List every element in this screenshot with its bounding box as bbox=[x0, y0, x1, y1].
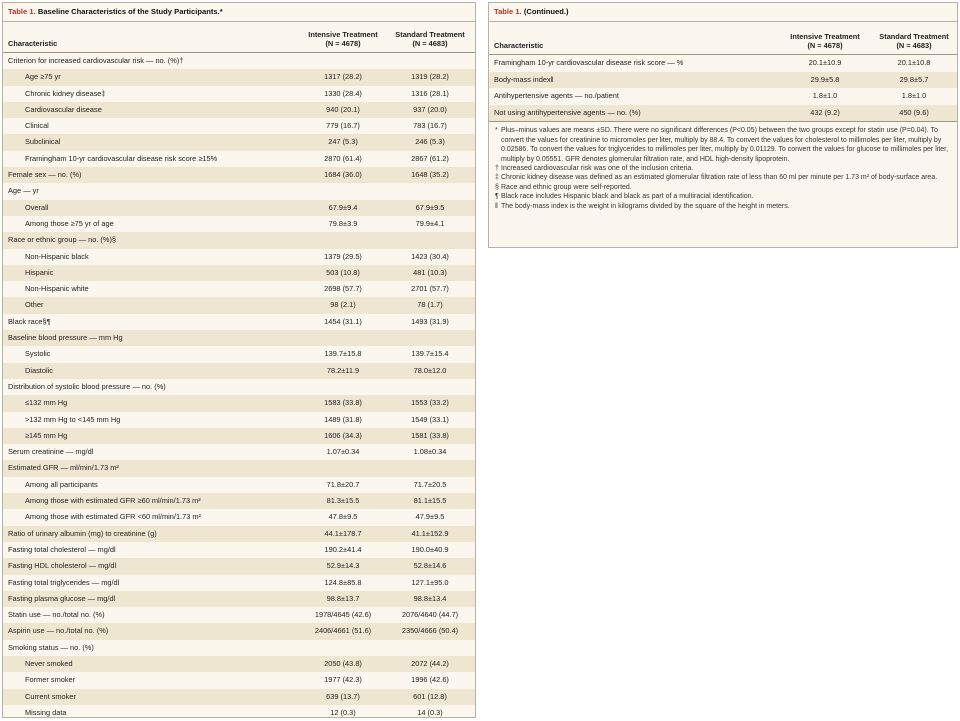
row-standard-value: 20.1±10.8 bbox=[897, 58, 931, 67]
row-label: Clinical bbox=[25, 121, 49, 131]
row-label: Aspirin use — no./total no. (%) bbox=[8, 626, 109, 636]
row-intensive-value: 190.2±41.4 bbox=[324, 544, 362, 554]
row-label: Estimated GFR — ml/min/1.73 m² bbox=[8, 463, 119, 473]
row-intensive-value: 1454 (31.1) bbox=[324, 316, 362, 326]
row-standard-value: 71.7±20.5 bbox=[413, 479, 447, 489]
table-row bbox=[3, 623, 475, 639]
table-row bbox=[3, 53, 475, 69]
table-row bbox=[3, 428, 475, 444]
footnote bbox=[495, 202, 951, 211]
header-standard-title: Standard Treatment bbox=[395, 30, 465, 39]
table-row bbox=[3, 167, 475, 183]
row-intensive-value: 78.2±11.9 bbox=[326, 365, 360, 375]
footnote-text: Increased cardiovascular risk was one of the inclusion criteria. bbox=[501, 165, 694, 172]
table-row bbox=[3, 118, 475, 134]
row-standard-value: 246 (5.3) bbox=[415, 137, 445, 147]
table-row bbox=[3, 200, 475, 216]
row-label: Black race§¶ bbox=[8, 316, 51, 326]
row-label: Among those ≥75 yr of age bbox=[25, 218, 114, 228]
table-row bbox=[3, 689, 475, 705]
table-row bbox=[3, 330, 475, 346]
row-intensive-value: 1.8±1.0 bbox=[812, 91, 838, 101]
row-intensive-value: 71.8±20.7 bbox=[326, 479, 360, 489]
row-label: Framingham 10-yr cardiovascular disease risk score ≥15% bbox=[25, 153, 218, 163]
row-label: >132 mm Hg to <145 mm Hg bbox=[25, 414, 121, 424]
row-standard-value: 190.0±40.9 bbox=[411, 544, 449, 554]
row-label: Current smoker bbox=[25, 691, 76, 701]
row-standard-value: 2350/4666 (50.4) bbox=[401, 626, 459, 636]
row-label: Statin use — no./total no. (%) bbox=[8, 610, 105, 620]
row-standard-value: 78.0±12.0 bbox=[413, 365, 447, 375]
row-intensive-value: 1684 (36.0) bbox=[324, 170, 362, 180]
row-intensive-value: 2406/4661 (51.6) bbox=[314, 626, 372, 636]
row-standard-value: 601 (12.8) bbox=[413, 691, 447, 701]
table-row bbox=[3, 705, 475, 721]
footnote-text: Black race includes Hispanic black and black as part of a multiracial identification. bbox=[501, 193, 754, 201]
row-intensive-value: 1977 (42.3) bbox=[324, 675, 362, 685]
header-characteristic: Characteristic bbox=[494, 41, 544, 50]
row-label: Distribution of systolic blood pressure — no. (%) bbox=[8, 381, 166, 391]
row-standard-value: 139.7±15.4 bbox=[411, 349, 449, 359]
row-label: Body-mass index‖ bbox=[494, 74, 554, 84]
footnote-symbol: ‡ bbox=[495, 174, 499, 182]
row-standard-value: 127.1±95.0 bbox=[411, 577, 449, 587]
row-label: Systolic bbox=[25, 349, 51, 359]
row-intensive-value: 1330 (28.4) bbox=[324, 88, 362, 98]
table-body bbox=[489, 55, 957, 122]
row-label: Not using antihypertensive agents — no. (%) bbox=[494, 107, 641, 117]
row-intensive-value: 12 (0.3) bbox=[330, 707, 356, 717]
table-row bbox=[3, 297, 475, 313]
header-intensive bbox=[297, 30, 389, 48]
header-standard-n: (N = 4683) bbox=[412, 39, 448, 48]
header-intensive-title: Intensive Treatment bbox=[308, 30, 378, 39]
table-row bbox=[489, 55, 957, 72]
row-intensive-value: 2050 (43.8) bbox=[324, 658, 362, 668]
row-standard-value: 52.8±14.6 bbox=[413, 561, 447, 571]
row-intensive-value: 779 (16.7) bbox=[326, 121, 360, 131]
table-row bbox=[489, 88, 957, 105]
footnote-symbol: † bbox=[495, 165, 499, 172]
row-label: Overall bbox=[25, 202, 49, 212]
row-label: Cardiovascular disease bbox=[25, 104, 102, 114]
table-number: Table 1. bbox=[8, 7, 36, 16]
table-caption: (Continued.) bbox=[521, 7, 569, 16]
row-standard-value: 2076/4640 (44.7) bbox=[401, 610, 459, 620]
row-standard-value: 47.9±9.5 bbox=[415, 512, 445, 522]
row-standard-value: 1319 (28.2) bbox=[411, 72, 449, 82]
row-standard-value: 29.8±5.7 bbox=[899, 74, 929, 84]
row-standard-value: 1996 (42.6) bbox=[411, 675, 449, 685]
table-row bbox=[3, 607, 475, 623]
row-label: Hispanic bbox=[25, 267, 54, 277]
row-intensive-value: 67.9±9.4 bbox=[328, 202, 358, 212]
header-intensive bbox=[777, 32, 873, 50]
row-label: Smoking status — no. (%) bbox=[8, 642, 94, 652]
table-row bbox=[3, 656, 475, 672]
row-intensive-value: 79.8±3.9 bbox=[328, 218, 358, 228]
row-label: Baseline blood pressure — mm Hg bbox=[8, 333, 123, 343]
footnote bbox=[495, 126, 951, 164]
table-header bbox=[489, 22, 957, 55]
table-row bbox=[489, 72, 957, 89]
table-title bbox=[489, 3, 957, 22]
row-standard-value: 1316 (28.1) bbox=[411, 88, 449, 98]
row-label: Criterion for increased cardiovascular risk — no. (%)† bbox=[8, 56, 184, 65]
footnote-symbol: § bbox=[495, 183, 499, 191]
table-caption: Baseline Characteristics of the Study Participants.* bbox=[35, 7, 223, 16]
row-label: Ratio of urinary albumin (mg) to creatinine (g) bbox=[8, 528, 157, 538]
table-row bbox=[3, 86, 475, 102]
header-standard-n: (N = 4683) bbox=[896, 41, 932, 50]
row-intensive-value: 2698 (57.7) bbox=[324, 284, 362, 294]
table-row bbox=[3, 509, 475, 525]
footnote bbox=[495, 192, 951, 201]
row-standard-value: 98.8±13.4 bbox=[413, 593, 447, 603]
row-standard-value: 2072 (44.2) bbox=[411, 658, 449, 668]
row-intensive-value: 1.07±0.34 bbox=[326, 447, 360, 457]
row-intensive-value: 639 (13.7) bbox=[326, 691, 360, 701]
header-standard bbox=[387, 30, 473, 48]
table-row bbox=[3, 379, 475, 395]
row-intensive-value: 81.3±15.5 bbox=[326, 496, 360, 506]
table-row bbox=[3, 412, 475, 428]
table-row bbox=[3, 526, 475, 542]
row-standard-value: 1.08±0.34 bbox=[413, 447, 447, 457]
table-row bbox=[3, 134, 475, 150]
footnote-text: Race and ethnic group were self-reported. bbox=[501, 183, 632, 191]
row-standard-value: 450 (9.6) bbox=[899, 107, 929, 117]
continued-table-panel bbox=[488, 2, 958, 248]
row-intensive-value: 44.1±178.7 bbox=[324, 528, 362, 538]
table-row bbox=[3, 314, 475, 330]
table-row bbox=[3, 477, 475, 493]
table-row bbox=[3, 102, 475, 118]
row-standard-value: 2701 (57.7) bbox=[411, 284, 449, 294]
footnote-text: Plus–minus values are means ±SD. There were no significant differences (P<0.05) between the two groups except for statin use (P=0.04). To convert the values for creatinine to micromoles per liter, multiply by 88.4. To convert the values for cholesterol to millimoles per liter, multiply by 0.02586. To convert the values for triglycerides to millimoles per liter, multiply by 0.01129. To convert the values for glucose to millimoles per liter, multiply by 0.05551. GFR denotes glomerular filtration rate, and HDL high-density lipoprotein. bbox=[501, 127, 949, 163]
row-intensive-value: 503 (10.8) bbox=[326, 267, 360, 277]
row-label: Fasting plasma glucose — mg/dl bbox=[8, 593, 116, 603]
row-intensive-value: 1606 (34.3) bbox=[324, 430, 362, 440]
table-row bbox=[3, 183, 475, 199]
table-row bbox=[3, 281, 475, 297]
table-row bbox=[3, 640, 475, 656]
table-row bbox=[3, 363, 475, 379]
row-label: Never smoked bbox=[25, 658, 73, 668]
footnote bbox=[495, 173, 951, 182]
table-body bbox=[3, 53, 475, 721]
row-label: Non-Hispanic white bbox=[25, 284, 89, 294]
row-standard-value: 1493 (31.9) bbox=[411, 316, 449, 326]
table-row bbox=[3, 232, 475, 248]
row-standard-value: 481 (10.3) bbox=[413, 267, 447, 277]
row-intensive-value: 29.9±5.8 bbox=[810, 74, 840, 84]
row-standard-value: 783 (16.7) bbox=[413, 121, 447, 131]
row-intensive-value: 98 (2.1) bbox=[330, 300, 356, 310]
row-standard-value: 937 (20.0) bbox=[413, 104, 447, 114]
row-intensive-value: 1583 (33.8) bbox=[324, 398, 362, 408]
row-label: Non-Hispanic black bbox=[25, 251, 89, 261]
row-label: Fasting HDL cholesterol — mg/dl bbox=[8, 561, 117, 571]
row-intensive-value: 247 (5.3) bbox=[328, 137, 358, 147]
table-row bbox=[3, 460, 475, 476]
row-standard-value: 1549 (33.1) bbox=[411, 414, 449, 424]
table-header bbox=[3, 22, 475, 53]
table-title bbox=[3, 3, 475, 22]
table-row bbox=[3, 265, 475, 281]
row-label: Former smoker bbox=[25, 675, 76, 685]
row-standard-value: 14 (0.3) bbox=[417, 707, 443, 717]
table-row bbox=[3, 216, 475, 232]
row-standard-value: 2867 (61.2) bbox=[411, 153, 449, 163]
row-intensive-value: 139.7±15.8 bbox=[324, 349, 362, 359]
footnotes bbox=[489, 122, 957, 211]
row-intensive-value: 47.8±9.5 bbox=[328, 512, 358, 522]
row-label: Framingham 10-yr cardiovascular disease risk score — % bbox=[494, 58, 684, 67]
footnote-symbol: * bbox=[495, 127, 498, 135]
row-label: Age — yr bbox=[8, 186, 39, 196]
table-row bbox=[489, 105, 957, 122]
table-row bbox=[3, 151, 475, 167]
row-intensive-value: 940 (20.1) bbox=[326, 104, 360, 114]
footnote bbox=[495, 164, 951, 173]
baseline-table-panel bbox=[2, 2, 476, 718]
row-label: Fasting total cholesterol — mg/dl bbox=[8, 544, 116, 554]
row-label: Age ≥75 yr bbox=[25, 72, 61, 82]
row-label: ≥145 mm Hg bbox=[25, 430, 68, 440]
row-label: Subclinical bbox=[25, 137, 61, 147]
table-row bbox=[3, 249, 475, 265]
row-standard-value: 1648 (35.2) bbox=[411, 170, 449, 180]
table-row bbox=[3, 444, 475, 460]
footnote bbox=[495, 183, 951, 192]
row-intensive-value: 20.1±10.9 bbox=[808, 58, 842, 67]
footnote-symbol: ¶ bbox=[495, 193, 499, 201]
row-intensive-value: 1489 (31.8) bbox=[324, 414, 362, 424]
table-row bbox=[3, 558, 475, 574]
row-standard-value: 1553 (33.2) bbox=[411, 398, 449, 408]
row-label: Missing data bbox=[25, 707, 67, 717]
row-standard-value: 1423 (30.4) bbox=[411, 251, 449, 261]
row-intensive-value: 1978/4645 (42.6) bbox=[314, 610, 372, 620]
row-intensive-value: 52.9±14.3 bbox=[326, 561, 360, 571]
table-row bbox=[3, 346, 475, 362]
table-row bbox=[3, 493, 475, 509]
row-label: Among those with estimated GFR ≥60 ml/min/1.73 m² bbox=[25, 496, 201, 506]
table-row bbox=[3, 542, 475, 558]
row-standard-value: 78 (1.7) bbox=[417, 300, 443, 310]
row-label: Race or ethnic group — no. (%)§ bbox=[8, 235, 117, 245]
row-label: Chronic kidney disease‡ bbox=[25, 88, 106, 98]
row-standard-value: 81.1±15.5 bbox=[413, 496, 447, 506]
table-number: Table 1. bbox=[494, 7, 522, 16]
row-intensive-value: 124.8±85.8 bbox=[324, 577, 362, 587]
table-row bbox=[3, 69, 475, 85]
footnote-text: The body-mass index is the weight in kilograms divided by the square of the height in meters. bbox=[501, 202, 790, 210]
header-intensive-n: (N = 4678) bbox=[325, 39, 361, 48]
header-standard-title: Standard Treatment bbox=[879, 32, 949, 41]
row-label: Fasting total triglycerides — mg/dl bbox=[8, 577, 120, 587]
row-standard-value: 41.1±152.9 bbox=[411, 528, 449, 538]
row-label: Other bbox=[25, 300, 44, 310]
row-standard-value: 1.8±1.0 bbox=[901, 91, 927, 101]
row-standard-value: 1581 (33.8) bbox=[411, 430, 449, 440]
table-row bbox=[3, 395, 475, 411]
row-label: Among those with estimated GFR <60 ml/min/1.73 m² bbox=[25, 512, 202, 522]
row-label: Female sex — no. (%) bbox=[8, 170, 82, 180]
table-row bbox=[3, 672, 475, 688]
row-standard-value: 79.9±4.1 bbox=[415, 218, 445, 228]
row-label: ≤132 mm Hg bbox=[25, 398, 68, 408]
row-standard-value: 67.9±9.5 bbox=[415, 202, 445, 212]
row-intensive-value: 1317 (28.2) bbox=[324, 72, 362, 82]
footnote-text: Chronic kidney disease was defined as an estimated glomerular filtration rate of less than 60 ml per minute per 1.73 m² of body-surface area. bbox=[501, 174, 938, 182]
table-row bbox=[3, 575, 475, 591]
row-label: Antihypertensive agents — no./patient bbox=[494, 91, 619, 101]
row-intensive-value: 98.8±13.7 bbox=[326, 593, 360, 603]
row-label: Diastolic bbox=[25, 365, 53, 375]
row-intensive-value: 1379 (29.5) bbox=[324, 251, 362, 261]
table-row bbox=[3, 591, 475, 607]
header-intensive-title: Intensive Treatment bbox=[790, 32, 860, 41]
row-label: Serum creatinine — mg/dl bbox=[8, 447, 94, 457]
header-standard bbox=[871, 32, 957, 50]
footnote-symbol: ‖ bbox=[495, 202, 498, 210]
header-characteristic: Characteristic bbox=[8, 39, 58, 48]
row-label: Among all participants bbox=[25, 479, 98, 489]
row-intensive-value: 432 (9.2) bbox=[810, 107, 840, 117]
header-intensive-n: (N = 4678) bbox=[807, 41, 843, 50]
row-intensive-value: 2870 (61.4) bbox=[324, 153, 362, 163]
